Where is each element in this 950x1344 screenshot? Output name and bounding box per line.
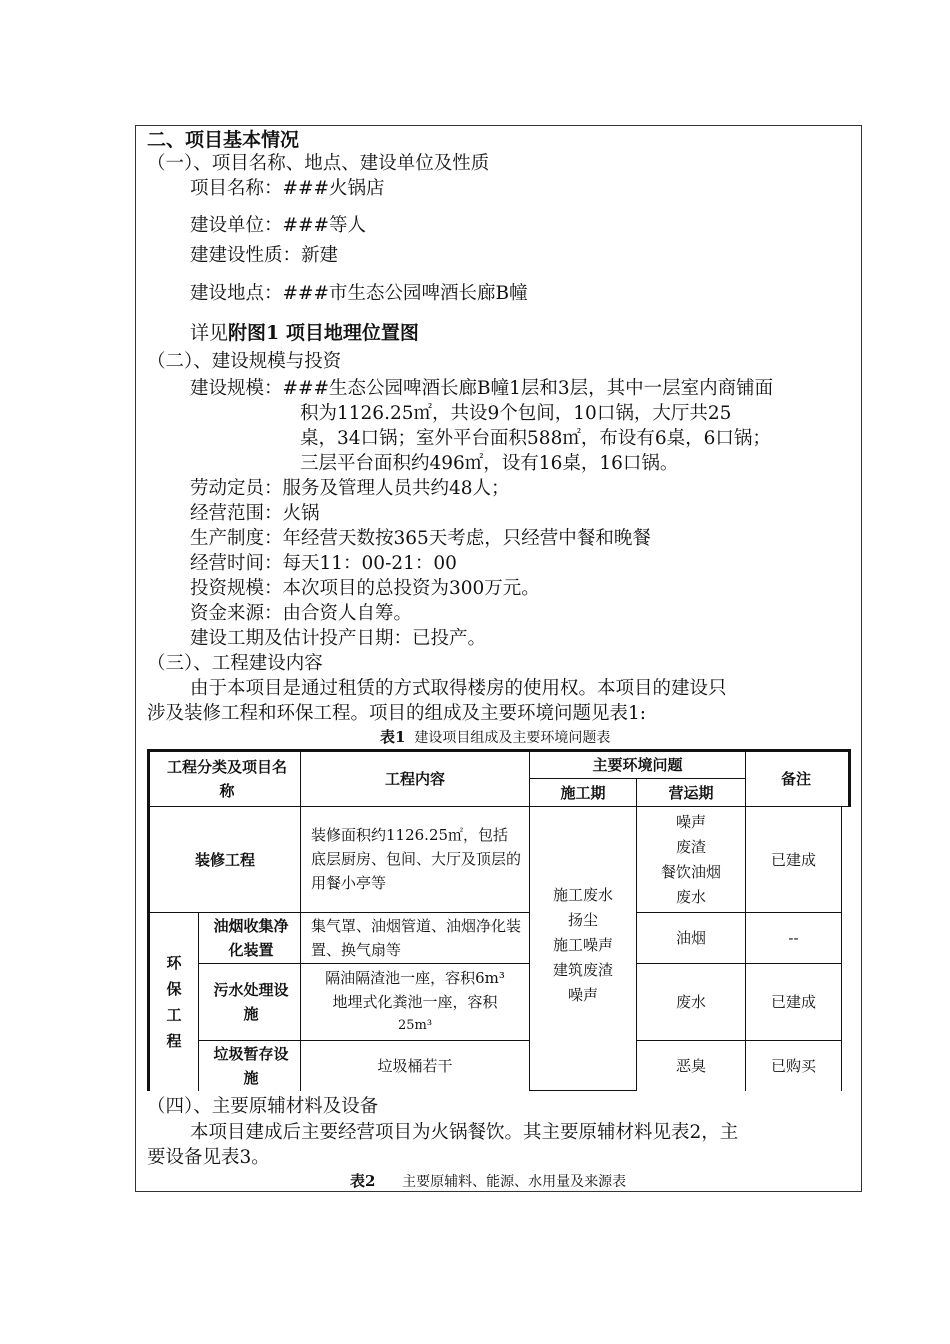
staffing: 劳动定员：服务及管理人员共约48人； bbox=[190, 478, 510, 499]
paragraph-4-line-1: 本项目建成后主要经营项目为火锅餐饮。其主要原辅材料见表2，主 bbox=[190, 1122, 739, 1143]
section-title: 二、项目基本情况 bbox=[147, 129, 300, 151]
row-fume-remark: -- bbox=[788, 929, 799, 947]
table1-caption bbox=[380, 728, 610, 747]
table-rule bbox=[198, 912, 199, 1091]
table1-number: 表1 bbox=[380, 728, 406, 746]
sewage-content-line: 25m³ bbox=[397, 1018, 433, 1033]
construction-issues bbox=[530, 883, 636, 1013]
header-construction-period: 施工期 bbox=[560, 783, 606, 802]
row-renovation-operation bbox=[637, 807, 745, 912]
row-sewage-remark: 已建成 bbox=[770, 993, 816, 1011]
row-fume-name: 油烟收集净化装置 bbox=[213, 917, 289, 959]
group-char: 工 bbox=[166, 1006, 182, 1024]
operation-issue: 噪声 bbox=[675, 812, 706, 831]
construction-issue: 施工噪声 bbox=[552, 936, 613, 954]
table1-title: 建设项目组成及主要环境问题表 bbox=[414, 730, 611, 746]
project-name bbox=[190, 177, 385, 201]
row-fume-content: 集气罩、油烟管道、油烟净化装置、换气扇等 bbox=[311, 917, 522, 959]
business-scope: 经营范围：火锅 bbox=[190, 503, 320, 524]
row-renovation-name: 装修工程 bbox=[194, 850, 255, 869]
scale-line-1 bbox=[190, 377, 773, 401]
construction-unit bbox=[190, 214, 366, 238]
header-content: 工程内容 bbox=[384, 770, 445, 788]
sewage-content-line: 隔油隔渣池一座，容积6m³ bbox=[325, 969, 505, 987]
row-garbage-remark: 已购买 bbox=[770, 1057, 816, 1075]
operation-issue: 废渣 bbox=[675, 837, 706, 856]
operation-issue: 餐饮油烟 bbox=[660, 862, 721, 881]
table-rule bbox=[529, 1090, 636, 1091]
subsection-1-title: （一）、项目名称、地点、建设单位及性质 bbox=[147, 153, 490, 174]
construction-issue: 扬尘 bbox=[567, 911, 598, 929]
subsection-2-title: （二）、建设规模与投资 bbox=[147, 351, 342, 372]
header-env-issues: 主要环境问题 bbox=[592, 756, 683, 774]
construction-issue: 建筑废渣 bbox=[552, 961, 613, 979]
business-hours: 经营时间：每天11：00-21：00 bbox=[190, 553, 457, 574]
see-figure-prefix: 详见 bbox=[190, 322, 229, 344]
table2-caption bbox=[350, 1172, 626, 1191]
subsection-4-title: （四）、主要原辅材料及设备 bbox=[147, 1096, 379, 1117]
table-border bbox=[841, 807, 842, 1091]
paragraph-3-line-2: 涉及装修工程和环保工程。项目的组成及主要环境问题见表1: bbox=[147, 703, 647, 724]
table2-title: 主要原辅料、能源、水用量及来源表 bbox=[402, 1174, 627, 1190]
header-remark: 备注 bbox=[780, 770, 811, 788]
construction-issue: 施工废水 bbox=[552, 886, 613, 904]
group-char: 环 bbox=[166, 954, 182, 972]
row-sewage-operation: 废水 bbox=[675, 993, 706, 1011]
scale-line-3: 桌，34口锅；室外平台面积588㎡，布设有6桌，6口锅； bbox=[300, 428, 771, 449]
construction-period: 建设工期及估计投产日期：已投产。 bbox=[190, 628, 487, 649]
row-sewage-name: 污水处理设施 bbox=[213, 981, 289, 1023]
project-name-value: ###火锅店 bbox=[282, 178, 385, 199]
scale-text-1: ###生态公园啤酒长廊B幢1层和3层，其中一层室内商铺面 bbox=[282, 378, 774, 399]
sewage-content-line: 地埋式化粪池一座，容积 bbox=[332, 993, 498, 1011]
construction-unit-label: 建设单位： bbox=[190, 215, 283, 236]
row-fume-operation: 油烟 bbox=[675, 929, 706, 947]
paragraph-3-line-1: 由于本项目是通过租赁的方式取得楼房的使用权。本项目的建设只 bbox=[190, 678, 727, 699]
table-border bbox=[848, 749, 851, 807]
header-operation-period: 营运期 bbox=[668, 783, 714, 802]
project-name-label: 项目名称： bbox=[190, 178, 283, 199]
scale-line-2: 积为1126.25㎡，共设9个包间，10口锅，大厅共25 bbox=[300, 403, 732, 424]
operation-issue: 废水 bbox=[675, 887, 706, 906]
row-garbage-content: 垃圾桶若干 bbox=[377, 1057, 453, 1075]
row-garbage-name: 垃圾暂存设施 bbox=[213, 1045, 289, 1087]
see-figure-ref: 附图1 项目地理位置图 bbox=[228, 322, 419, 344]
construction-nature-label: 建建设性质： bbox=[190, 245, 302, 266]
row-renovation-remark: 已建成 bbox=[770, 850, 816, 869]
row-sewage-content bbox=[301, 964, 529, 1040]
header-category: 工程分类及项目名称 bbox=[167, 758, 288, 800]
scale-line-4: 三层平台面积约496㎡，设有16桌，16口锅。 bbox=[300, 453, 679, 474]
construction-unit-value: ###等人 bbox=[282, 215, 367, 236]
fund-source: 资金来源：由合资人自筹。 bbox=[190, 603, 413, 624]
construction-site-label: 建设地点： bbox=[190, 283, 283, 304]
investment: 投资规模：本次项目的总投资为300万元。 bbox=[190, 578, 540, 599]
group-char: 程 bbox=[166, 1032, 182, 1050]
construction-nature bbox=[190, 244, 338, 268]
group-char: 保 bbox=[166, 980, 182, 998]
row-garbage-operation: 恶臭 bbox=[675, 1057, 706, 1075]
row-renovation-content: 装修面积约1126.25㎡，包括底层厨房、包间、大厅及顶层的用餐小亭等 bbox=[311, 826, 522, 892]
construction-site-value: ###市生态公园啤酒长廊B幢 bbox=[282, 283, 528, 304]
scale-label: 建设规模： bbox=[190, 378, 283, 399]
construction-site bbox=[190, 282, 528, 306]
construction-issue: 噪声 bbox=[567, 986, 598, 1004]
see-figure bbox=[190, 321, 419, 345]
env-protection-group bbox=[150, 913, 198, 1091]
paragraph-4-line-2: 要设备见表3。 bbox=[147, 1147, 270, 1168]
table1 bbox=[147, 749, 851, 1091]
work-system: 生产制度：年经营天数按365天考虑，只经营中餐和晚餐 bbox=[190, 528, 651, 549]
table2-number: 表2 bbox=[350, 1172, 376, 1190]
subsection-3-title: （三）、工程建设内容 bbox=[147, 653, 323, 674]
construction-nature-value: 新建 bbox=[301, 245, 339, 266]
